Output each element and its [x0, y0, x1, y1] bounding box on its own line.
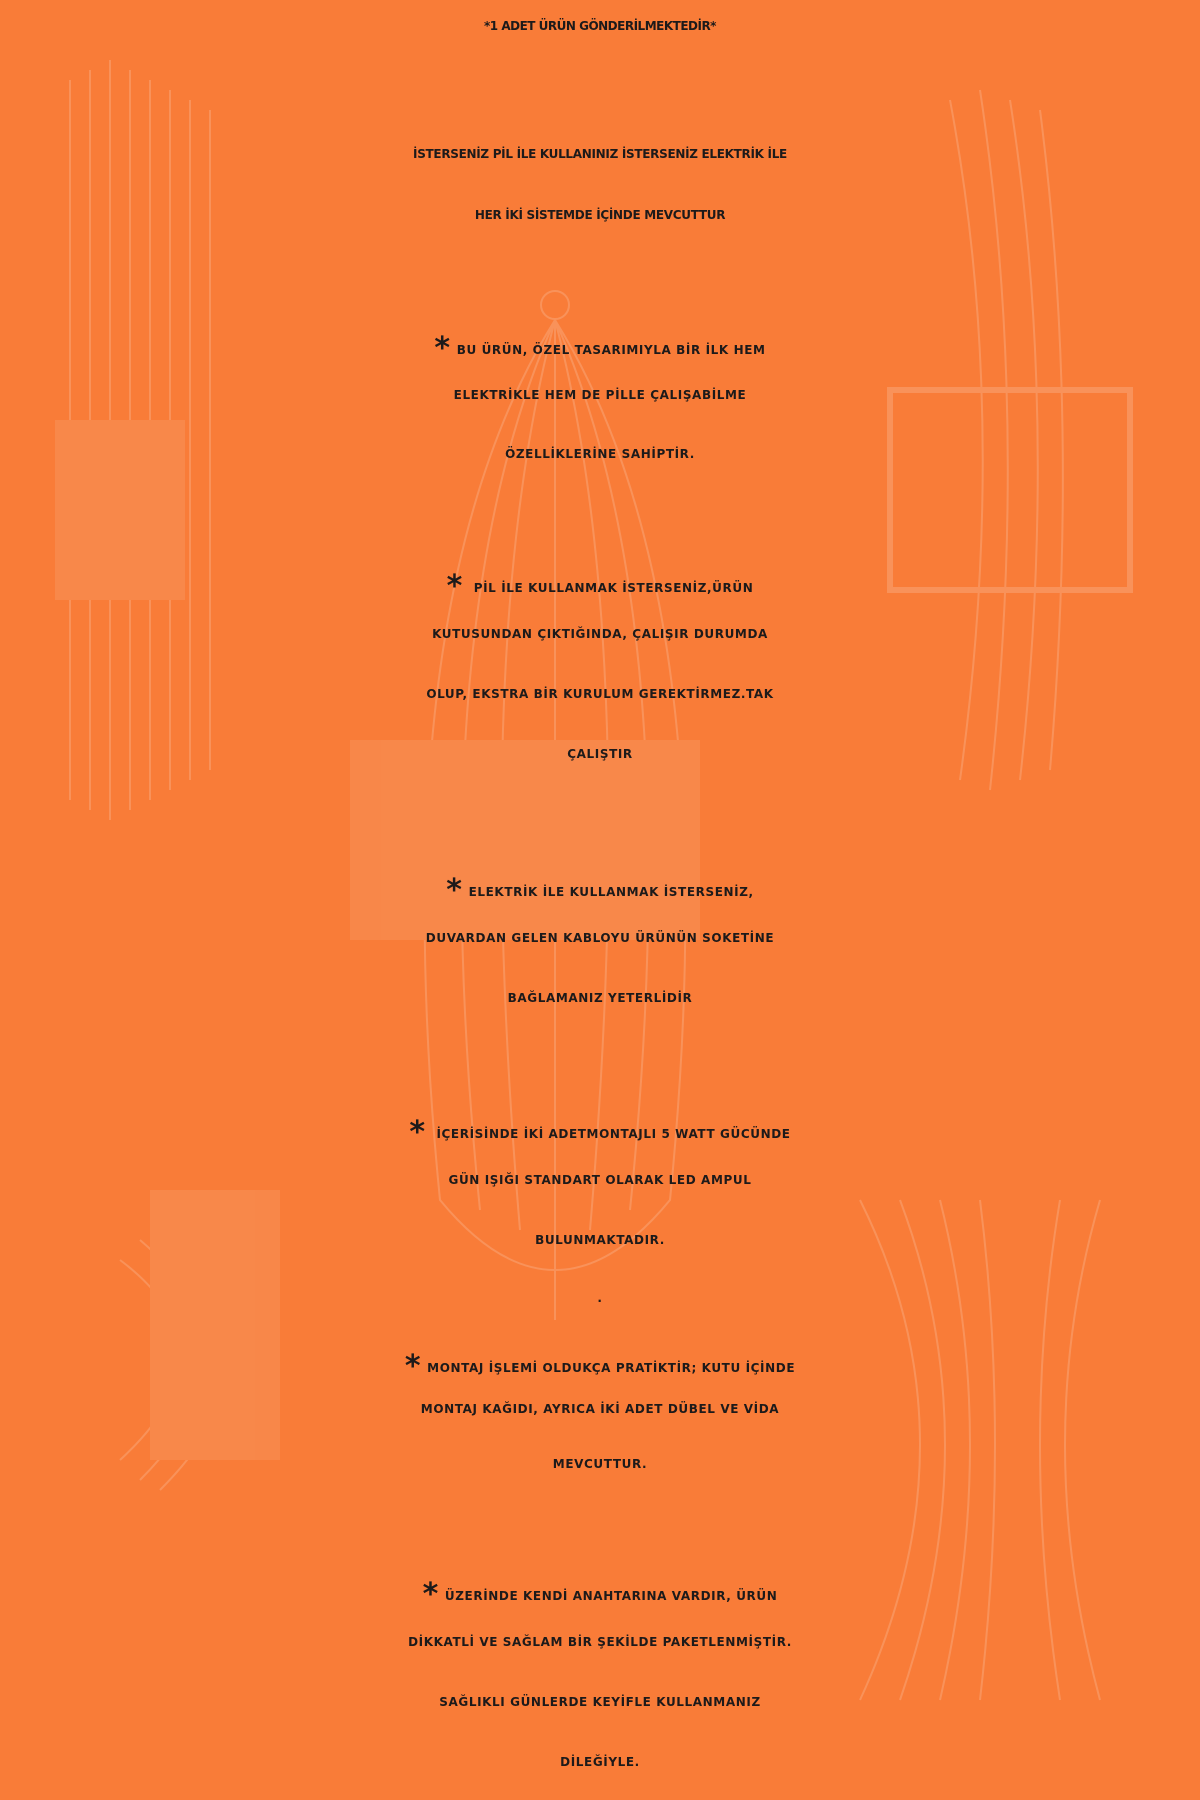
- feature-mounting-line-2: MONTAJ KAĞIDI, AYRICA İKİ ADET DÜBEL VE VİDA: [420, 1402, 780, 1416]
- separator-dot: .: [597, 1291, 603, 1305]
- feature-mounting-line-3: MEVCUTTUR.: [552, 1457, 648, 1471]
- feature-switch-line-3: SAĞLIKLI GÜNLERDE KEYİFLE KULLANMANIZ: [439, 1695, 761, 1709]
- feature-switch-line-1: * ÜZERİNDE KENDİ ANAHTARINA VARDIR, ÜRÜN: [422, 1577, 778, 1612]
- feature-switch-line-2: DİKKATLİ VE SAĞLAM BİR ŞEKİLDE PAKETLENMİŞTİR.: [408, 1635, 792, 1649]
- bullet-star: *: [409, 1115, 426, 1150]
- bullet-star: *: [404, 1349, 422, 1384]
- feature-battery-line-1: * PİL İLE KULLANMAK İSTERSENİZ,ÜRÜN: [446, 569, 754, 604]
- intro-line-1: İSTERSENİZ PİL İLE KULLANINIZ İSTERSENİZ ELEKTRİK İLE: [413, 147, 787, 161]
- feature-battery-line-4: ÇALIŞTIR: [567, 747, 633, 761]
- feature-led-line-2: GÜN IŞIĞI STANDART OLARAK LED AMPUL: [448, 1173, 752, 1187]
- bullet-star: *: [434, 331, 451, 366]
- feature-led-line-3: BULUNMAKTADIR.: [535, 1233, 665, 1247]
- feature-dual-power-line-2: ELEKTRİKLE HEM DE PİLLE ÇALIŞABİLME: [453, 388, 747, 402]
- feature-battery-line-2: KUTUSUNDAN ÇIKTIĞINDA, ÇALIŞIR DURUMDA: [432, 627, 768, 641]
- feature-electric-line-2: DUVARDAN GELEN KABLOYU ÜRÜNÜN SOKETİNE: [425, 931, 775, 945]
- feature-switch-line-4: DİLEĞİYLE.: [560, 1755, 640, 1769]
- bullet-star: *: [422, 1577, 439, 1612]
- intro-line-2: HER İKİ SİSTEMDE İÇİNDE MEVCUTTUR: [474, 208, 726, 222]
- feature-electric-line-1: * ELEKTRİK İLE KULLANMAK İSTERSENİZ,: [446, 873, 754, 908]
- feature-led-line-1: * İÇERİSİNDE İKİ ADETMONTAJLI 5 WATT GÜCÜNDE: [409, 1115, 791, 1150]
- bullet-star: *: [446, 873, 463, 908]
- feature-dual-power-line-3: ÖZELLİKLERİNE SAHİPTİR.: [505, 447, 695, 461]
- feature-mounting-line-1: * MONTAJ İŞLEMİ OLDUKÇA PRATİKTİR; KUTU İÇİNDE: [404, 1349, 796, 1384]
- feature-electric-line-3: BAĞLAMANIZ YETERLİDİR: [507, 991, 693, 1005]
- feature-battery-line-3: OLUP, EKSTRA BİR KURULUM GEREKTİRMEZ.TAK: [426, 687, 774, 701]
- feature-dual-power-line-1: * BU ÜRÜN, ÖZEL TASARIMIYLA BİR İLK HEM: [434, 331, 766, 366]
- bullet-star: *: [446, 569, 463, 604]
- page-title: *1 ADET ÜRÜN GÖNDERİLMEKTEDİR*: [484, 19, 716, 33]
